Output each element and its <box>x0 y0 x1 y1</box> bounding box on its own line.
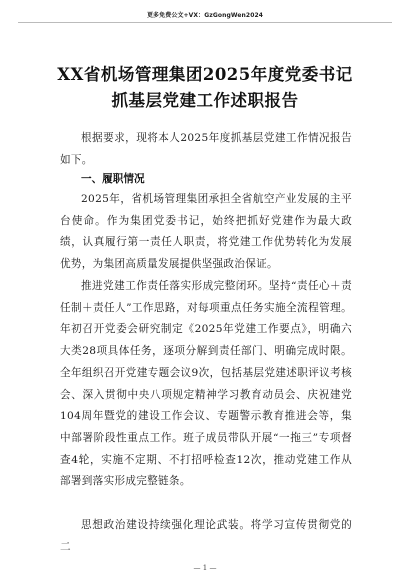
document-title: XX省机场管理集团2025年度党委书记抓基层党建工作述职报告 <box>57 65 353 110</box>
body-paragraph: 推进党建工作责任落实形成完整闭环。坚持“责任心＋责任制＋责任人”工作思路，对每项重点任务实施全流程管理。年初召开党委会研究制定《2025年党建工作要点》，明确六大类28项具体任务，逐项分解到责任部门、明确完成时限。全年组织召开党建专题会议9次，包括基层党建述职评议考核会、深入贯彻中央八项规定精神学习教育动员会、庆祝建党104周年暨党的建设工作会议、专题警示教育推进会等，集中部署阶段性重点工作。班子成员带队开展“一拖三”专项督查4轮，实施不定期、不打招呼检查12次，推动党建工作从部署到落实形成完整链条。 <box>60 280 352 488</box>
header-divider <box>18 22 392 23</box>
body-paragraph: 2025年，省机场管理集团承担全省航空产业发展的主平台使命。作为集团党委书记，始终把抓好党建作为最大政绩，认真履行第一责任人职责，将党建工作优势转化为发展优势，为集团高质量发展提供坚强政治保证。 <box>60 193 352 271</box>
intro-paragraph: 根据要求，现将本人2025年度抓基层党建工作情况报告如下。 <box>60 132 352 166</box>
page-number: — 1 — <box>193 564 217 572</box>
section-heading: 一、履职情况 <box>81 173 145 185</box>
header-banner: 更多免费公文+VX：GzGongWen2024 <box>146 12 264 19</box>
body-paragraph: 思想政治建设持续强化理论武装。将学习宣传贯彻党的二 <box>60 519 352 553</box>
